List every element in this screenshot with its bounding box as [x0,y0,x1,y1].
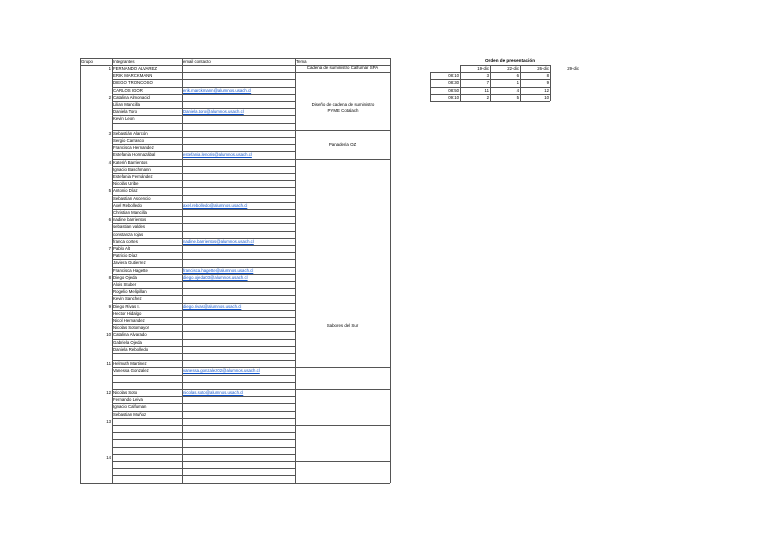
integrante-cell: Estefania Hormazábal [113,152,156,158]
grid-line [295,72,390,73]
grid-line [112,331,295,332]
integrante-cell: Diego Rivas I. [113,303,140,309]
integrante-cell: Catalina Almonacid [113,94,150,100]
grid-line [112,238,295,239]
grid-line [112,94,295,95]
group-number-cell: 2 [486,94,489,100]
email-cell[interactable]: erik.marckmann@alumnos.usach.cl [183,87,252,93]
integrante-cell: Sebastián Alarcón [113,130,148,136]
grid-line [112,130,295,131]
grid-line [112,389,295,390]
grid-line [112,288,295,289]
integrante-cell: Rogelio Melipillan [113,289,147,295]
grid-line [112,259,295,260]
group-number-cell: 3 [486,73,489,79]
header-integrantes: Integrantes [113,59,135,64]
grupo-cell: 9 [108,303,111,309]
grupo-cell: 2 [108,94,111,100]
grid-line [112,317,295,318]
grid-line [295,58,296,483]
email-cell[interactable]: diego.rivas@alumnos.usach.cl [183,303,242,309]
email-cell[interactable]: axel.rebolledo@alumnos.usach.cl [183,202,248,208]
grid-line [112,303,295,304]
group-number-cell: 1 [516,80,519,86]
grid-line [112,252,295,253]
grupo-cell: 1 [108,66,111,71]
integrante-cell: Ignacio Calfuman [113,404,147,410]
grid-line [112,151,295,152]
grid-line [112,353,295,354]
grid-line [80,483,390,484]
group-number-cell: 12 [544,87,549,93]
grid-line [490,65,491,101]
integrante-cell: Helmuth Martinez [113,361,147,367]
grupo-cell: 4 [108,159,111,165]
integrante-cell: FERNANDO ALVAREZ [113,66,158,71]
grid-line [112,454,295,455]
grid-line [460,65,550,66]
integrante-cell: DIEGO TRONCOSO [113,80,153,86]
integrante-cell: CARLOS IGOR [113,87,143,93]
grid-line [112,180,295,181]
integrante-cell: ERIK MARCKMANN [113,73,153,79]
grid-line [112,360,295,361]
grid-line [80,58,390,59]
integrante-cell: Gabriela Ojeda [113,339,142,345]
grid-line [295,425,390,426]
integrante-cell: Kevin Leon [113,116,135,122]
group-number-cell: 11 [484,87,489,93]
integrante-cell: Nicolás Uribe [113,181,139,187]
presentation-title: Orden de presentación [484,58,536,63]
integrante-cell: Nicolas Soto [113,390,138,395]
integrante-cell: Fernando Leiva [113,397,143,403]
grid-line [112,461,295,462]
grid-line [112,115,295,116]
grupo-cell: 13 [106,418,111,424]
grid-line [112,447,295,448]
grid-line [112,231,295,232]
email-cell[interactable]: nicolas.soto@alumnos.usach.cl [183,390,244,395]
grid-line [295,367,390,368]
grid-line [112,267,295,268]
integrante-cell: Pablo Alt [113,246,130,251]
grupo-cell: 6 [108,217,111,223]
grid-line [112,475,295,476]
integrante-cell: Patricio Díaz [113,253,138,259]
grid-line [112,108,295,109]
grupo-cell: 8 [108,274,111,280]
group-number-cell: 10 [544,94,549,100]
grupo-cell: 3 [108,130,111,136]
grid-line [112,187,295,188]
integrante-cell: Nicol Hernandez [113,318,145,323]
integrante-cell: Diego Ojeda [113,274,137,280]
tema-1: Cadena de suministro Calfumar SPA [306,65,379,70]
grupo-cell: 12 [106,390,111,395]
grid-line [112,274,295,275]
grid-line [112,411,295,412]
email-cell[interactable]: francisca.hagette@alumnos.usach.cl [183,267,254,273]
integrante-cell: Kateriń Barrientos [113,159,148,165]
grid-line [112,324,295,325]
grid-line [112,281,295,282]
time-cell: 08:30 [448,80,459,86]
grid-line [430,101,550,102]
grupo-cell: 14 [106,454,111,460]
header-grupo: Grupo [81,59,93,64]
grid-line [430,72,431,101]
grid-line [390,58,391,483]
grid-line [112,137,295,138]
grid-line [112,396,295,397]
grid-line [112,223,295,224]
email-cell[interactable]: estefania.lenoris@alumnos.usach.cl [183,152,252,158]
date-header: 22-dic [507,66,519,71]
integrante-cell: Vanessa Gonzalez [113,368,149,374]
integrante-cell: Daniela Toro [113,109,138,115]
grid-line [112,310,295,311]
integrante-cell: Javiera Gutierrez [113,260,146,266]
grid-line [520,65,521,101]
integrante-cell: sebastian valdes [113,224,146,230]
grupo-cell: 5 [108,188,111,194]
grid-line [112,375,295,376]
integrante-cell: Kevin Sanchez [113,296,142,302]
grid-line [112,123,295,124]
header-tema: Tema [296,59,307,64]
grid-line [112,216,295,217]
integrante-cell: Alois Stuber [113,282,137,287]
integrante-cell: nadine barrientos [113,217,147,223]
integrante-cell: Antonio Díaz [113,188,138,194]
grid-line [112,418,295,419]
integrante-cell: Nicolas Sotomayor [113,325,150,331]
grid-line [112,382,295,383]
email-cell[interactable]: Daniela.toro@alumnos.usach.cl [183,109,244,115]
grid-line [112,245,295,246]
group-number-cell: 7 [486,80,489,86]
grid-line [295,130,390,131]
tema-4: Sabores del Sur [326,323,359,328]
integrante-cell: Ignacio Baschmann [113,166,151,172]
group-number-cell: 6 [516,73,519,79]
grid-line [80,58,81,483]
integrante-cell: Christian Mancilla [113,210,147,215]
integrante-cell: Sebastian Ascencio [113,195,151,201]
tema-3: Panaderia OZ [328,142,357,147]
email-cell[interactable]: vanessa.gonzalez02@alumnos.usach.cl [183,368,260,374]
grid-line [112,425,295,426]
grupo-cell: 10 [106,332,111,338]
time-cell: 08:50 [448,87,459,93]
time-cell: 08:10 [448,73,459,79]
grid-line [112,173,295,174]
date-header: 26-dic [537,66,549,71]
grid-line [550,65,551,101]
grid-line [112,346,295,347]
grid-line [112,79,295,80]
integrante-cell: Axel Rebolledo [113,202,142,208]
grid-line [112,166,295,167]
grid-line [112,202,295,203]
grid-line [112,439,295,440]
header-email: email contacto [183,59,211,64]
integrante-cell: Catalina Alvarado [113,332,147,338]
grid-line [112,432,295,433]
email-cell[interactable]: diego.ojeda03@alumnos.usach.cl [183,274,248,280]
grid-line [112,339,295,340]
grupo-cell: 11 [106,361,111,367]
grid-line [112,58,113,483]
integrante-cell: franca cortes [113,238,138,244]
integrante-cell: constanza rojas [113,231,144,237]
grid-line [112,468,295,469]
grid-line [295,389,390,390]
group-number-cell: 8 [546,73,549,79]
tema-2: Diseño de cadena de suministro PYME Cotalach [311,102,375,113]
group-number-cell: 4 [516,87,519,93]
date-header: 29-dic [567,66,579,71]
email-cell[interactable]: nadine.barrientos@alumnos.usach.cl [183,238,254,244]
grid-line [112,295,295,296]
grid-line [112,209,295,210]
time-cell: 09:10 [448,94,459,100]
integrante-cell: Daniela Rebolledo [113,346,149,352]
integrante-cell: Sebastian Muñoz [113,411,147,417]
grid-line [112,367,295,368]
grid-line [460,65,461,101]
grid-line [295,159,390,160]
group-number-cell: 9 [546,80,549,86]
grid-line [112,195,295,196]
grid-line [295,461,390,462]
integrante-cell: Francisca Hagette [113,267,148,273]
grid-line [112,101,295,102]
integrante-cell: Hector Hidalgo [113,310,142,316]
grid-line [112,403,295,404]
grid-line [182,58,183,483]
integrante-cell: Sergio Carrasco [113,138,145,143]
grupo-cell: 7 [108,246,111,251]
group-number-cell: 5 [516,94,519,100]
date-header: 19-dic [477,66,489,71]
grid-line [112,159,295,160]
grid-line [112,87,295,88]
integrante-cell: Estefania Fernández [113,174,153,179]
integrante-cell: Lilian Mancilla [113,102,140,107]
integrante-cell: Francisca Hernandez [113,145,154,151]
grid-line [112,72,295,73]
grid-line [112,144,295,145]
